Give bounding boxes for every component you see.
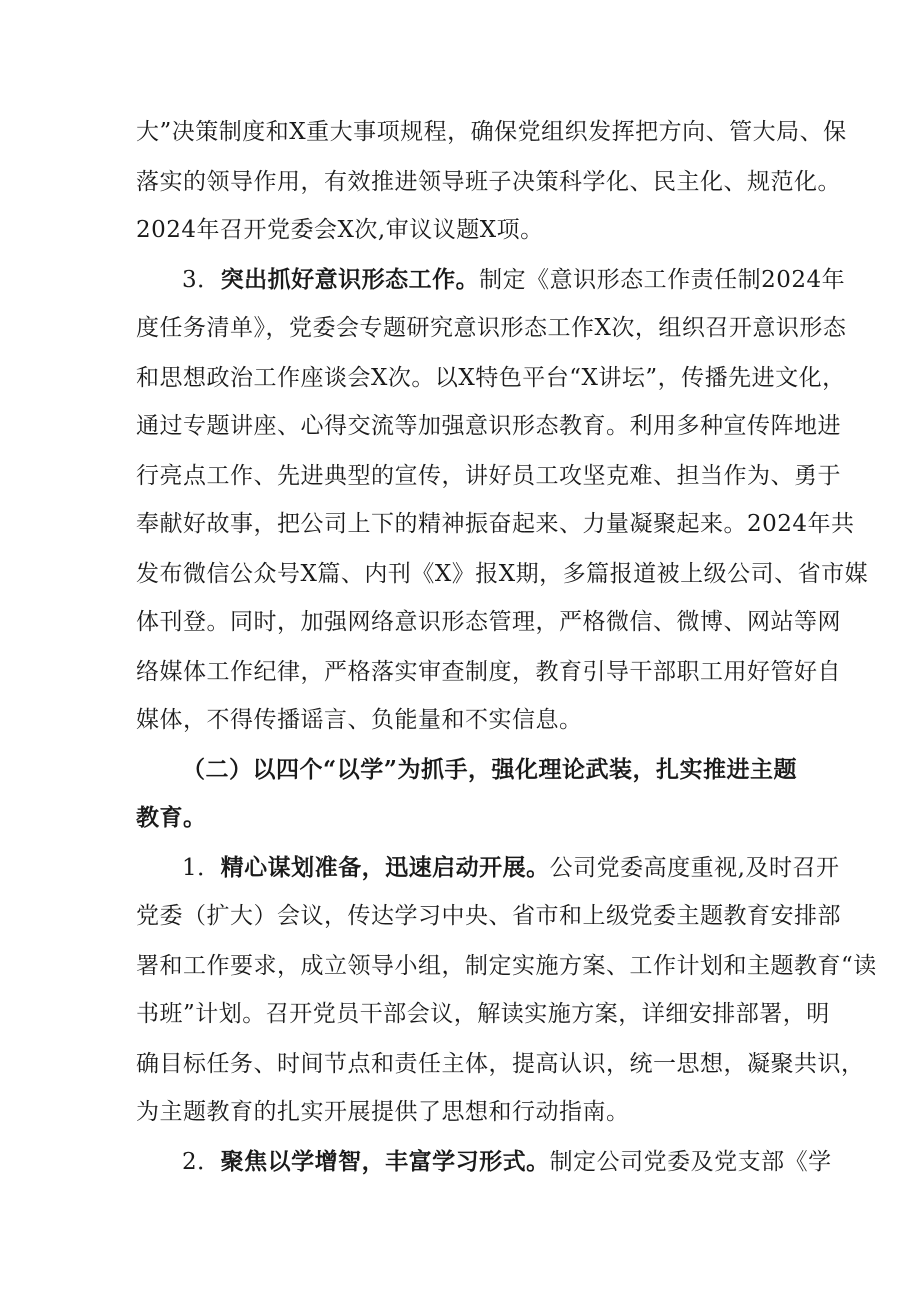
item-1-first-line [182,853,842,883]
item-number: 1． [182,855,221,881]
text-line: 体刊登。同时，加强网络意识形态管理，严格微信、微博、网站等网 [136,609,841,635]
paragraph-heading: 突出抓好意识形态工作。 [220,266,480,293]
text-line: 媒体，不得传播谣言、负能量和不实信息。 [136,707,583,733]
text-line: 发布微信公众号X篇、内刊《X》报X期，多篇报道被上级公司、省市媒 [136,561,869,587]
item-2-first-line [182,1147,842,1177]
text-line: 落实的领导作用，有效推进领导班子决策科学化、民主化、规范化。 [136,169,841,195]
item-heading: 聚焦以学增智，丰富学习形式。 [220,1148,550,1175]
text-line: 行亮点工作、先进典型的宣传，讲好员工攻坚克难、担当作为、勇于 [136,463,841,489]
text-line: 大”决策制度和X重大事项规程，确保党组织发挥把方向、管大局、保 [136,119,847,145]
text-line: 奉献好故事，把公司上下的精神振奋起来、力量凝聚起来。2024年共 [136,511,855,537]
paragraph-3-first-line [182,265,846,295]
item-text: 制定公司党委及党支部《学 [549,1149,832,1175]
text-line: 度任务清单》，党委会专题研究意识形态工作X次，组织召开意识形态 [136,315,847,341]
text-line: 书班”计划。召开党员干部会议，解读实施方案，详细安排部署，明 [136,1001,830,1027]
item-text: 公司党委高度重视,及时召开 [549,855,840,881]
paragraph-number: 3． [182,267,221,293]
text-line: 署和工作要求，成立领导小组，制定实施方案、工作计划和主题教育“读 [136,953,877,979]
text-line: 络媒体工作纪律，严格落实审查制度，教育引导干部职工用好管好自 [136,659,841,685]
section-heading: （二）以四个“以学”为抓手，强化理论武装，扎实推进主题 [182,756,797,783]
item-heading: 精心谋划准备，迅速启动开展。 [220,854,550,881]
text-line: 2024年召开党委会X次,审议议题X项。 [136,217,544,243]
paragraph-text: 制定《意识形态工作责任制2024年 [479,267,846,293]
section-heading-continued: 教育。 [136,804,207,831]
text-line: 确目标任务、时间节点和责任主体，提高认识，统一思想，凝聚共识， [136,1051,865,1077]
text-line: 党委（扩大）会议，传达学习中央、省市和上级党委主题教育安排部 [136,903,841,929]
text-line: 通过专题讲座、心得交流等加强意识形态教育。利用多种宣传阵地进 [136,413,841,439]
text-line: 和思想政治工作座谈会X次。以X特色平台“X讲坛”，传播先进文化， [136,365,846,391]
item-number: 2． [182,1149,221,1175]
text-line: 为主题教育的扎实开展提供了思想和行动指南。 [136,1099,630,1125]
